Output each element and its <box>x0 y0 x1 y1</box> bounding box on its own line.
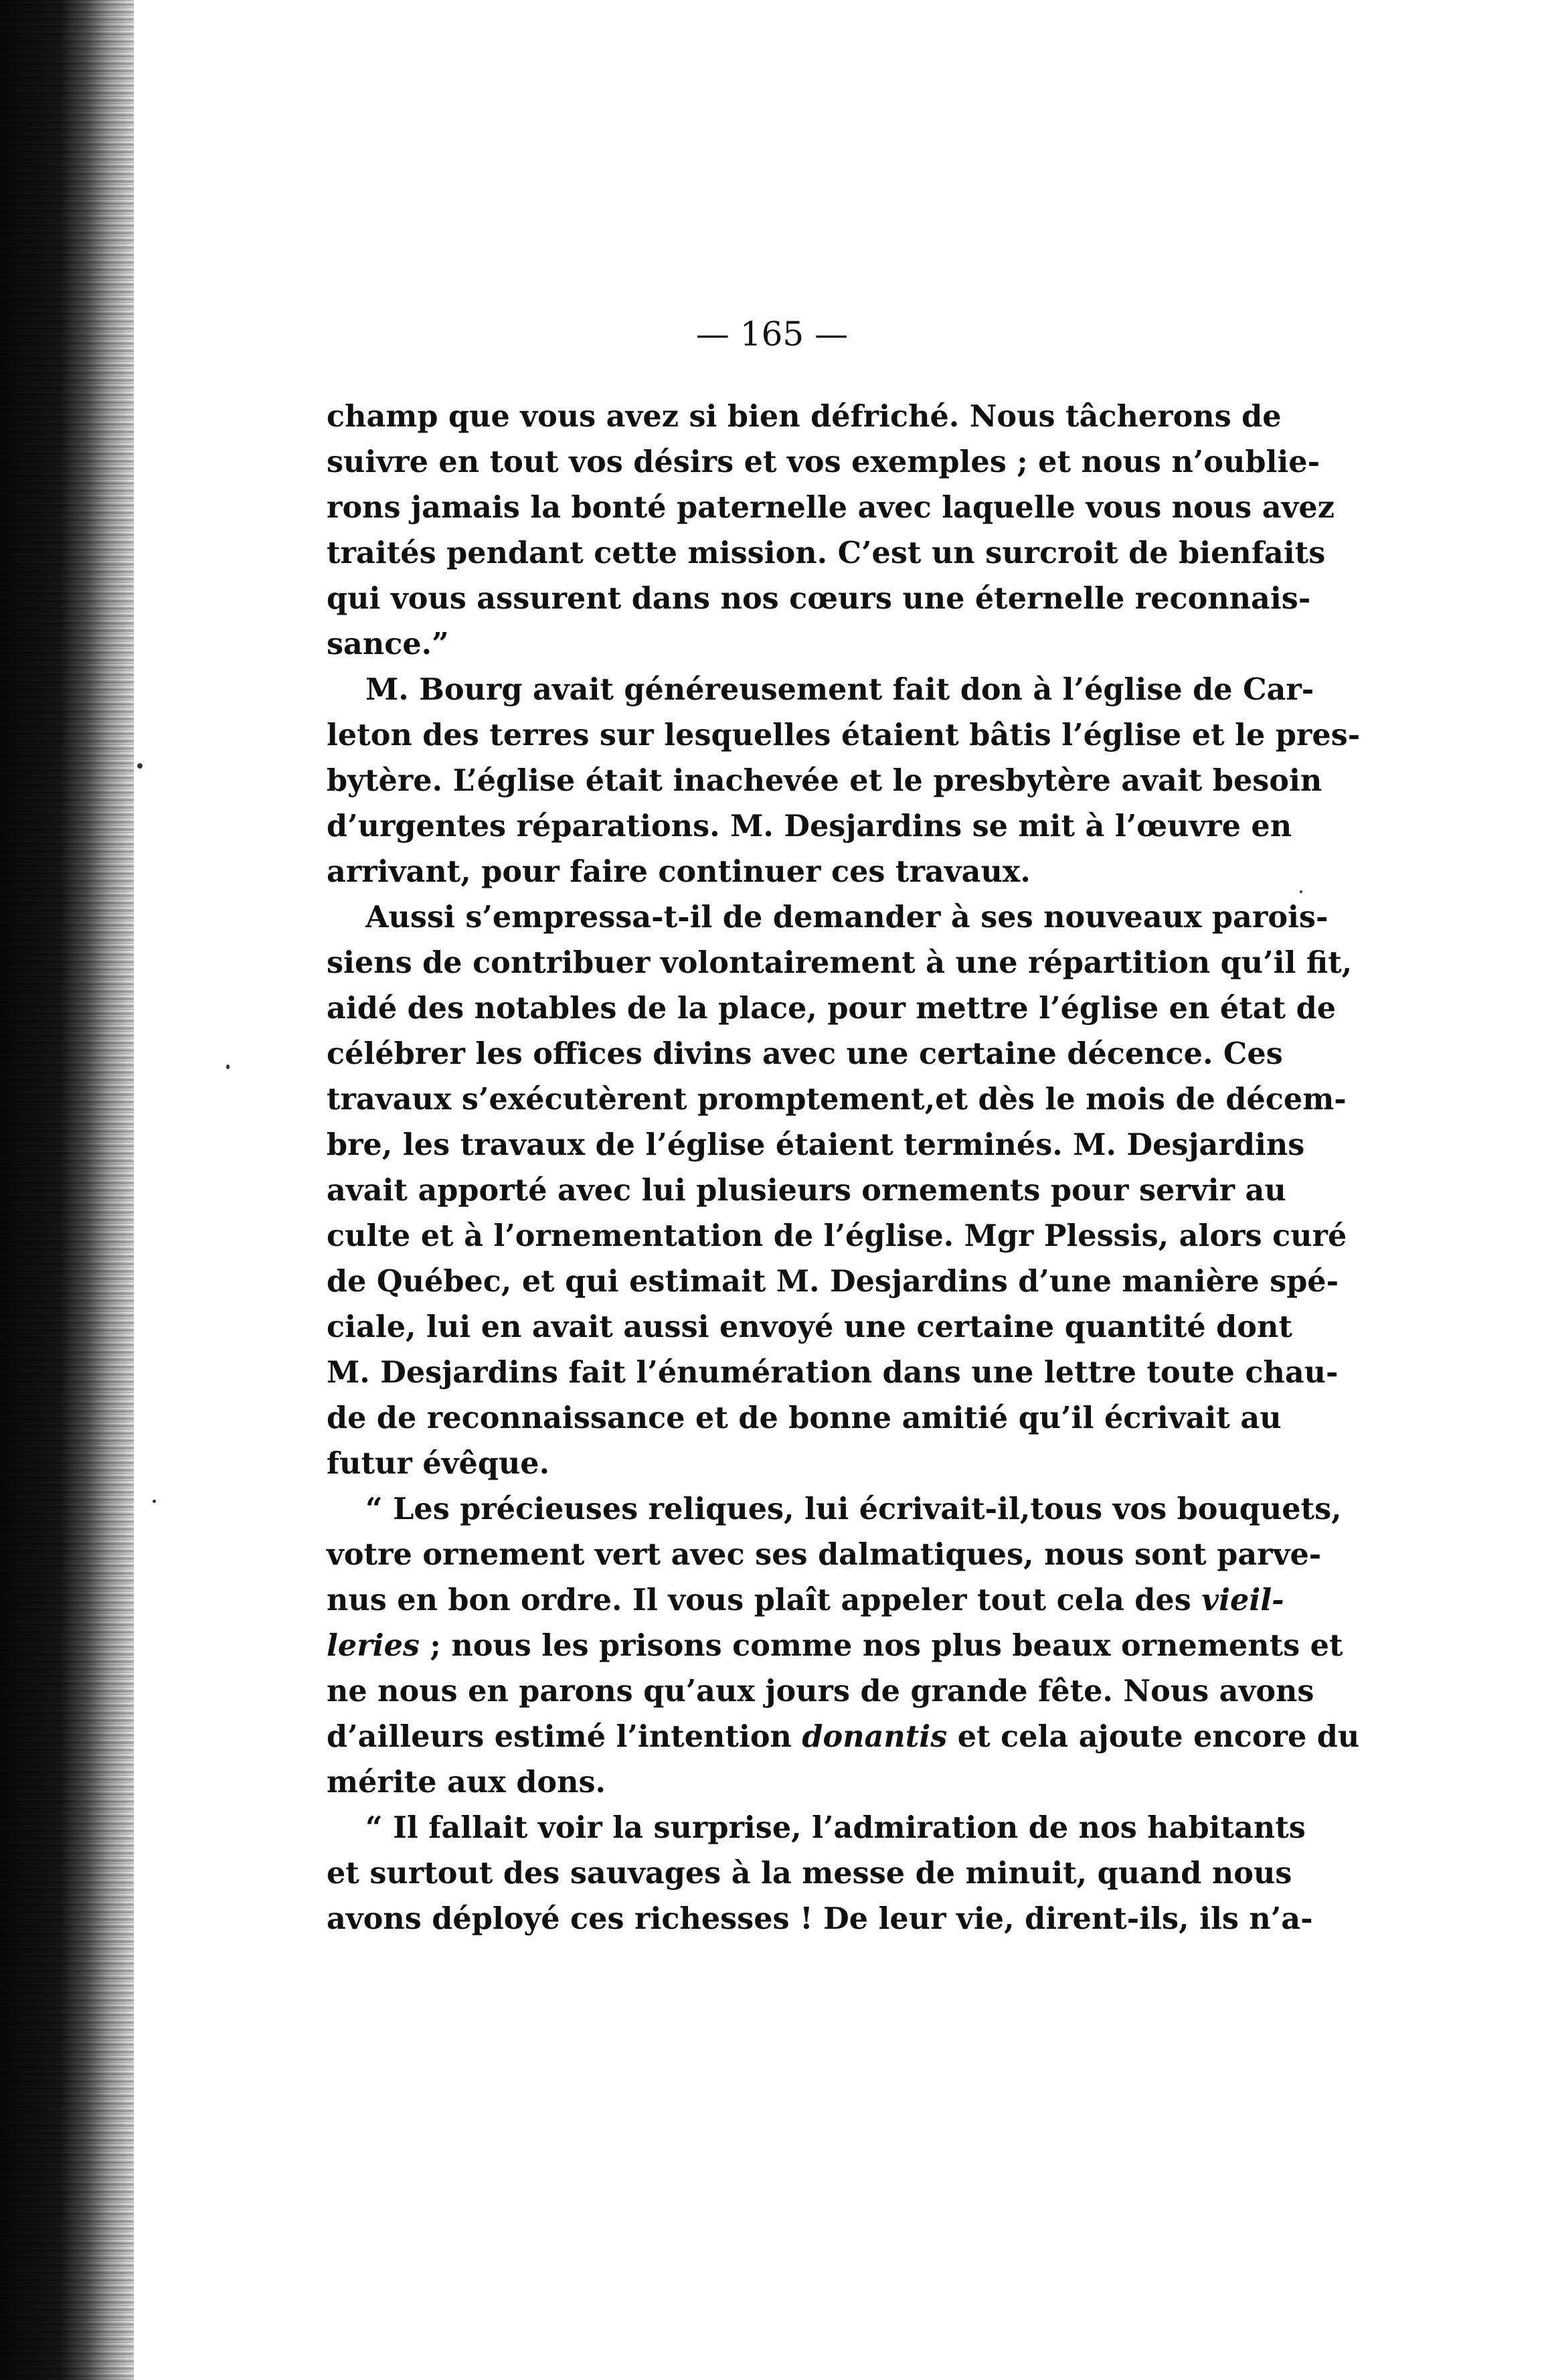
italic-word: donantis <box>802 1719 948 1754</box>
text-line: de Québec, et qui estimait M. Desjardins d’une manière spé- <box>327 1264 1339 1299</box>
text-line: qui vous assurent dans nos cœurs une éternelle reconnais- <box>327 581 1311 616</box>
text-line: ciale, lui en avait aussi envoyé une certaine quantité dont <box>327 1310 1292 1344</box>
text-line: rons jamais la bonté paternelle avec laquelle vous nous avez <box>327 490 1335 525</box>
text-line: “ Les précieuses reliques, lui écrivait-il,tous vos bouquets, <box>365 1492 1342 1526</box>
text-line: M. Desjardins fait l’énumération dans une lettre toute chau- <box>327 1355 1339 1390</box>
text-line: ne nous en parons qu’aux jours de grande fête. Nous avons <box>327 1674 1314 1709</box>
text-line: Aussi s’empressa-t-il de demander à ses nouveaux parois- <box>365 900 1328 935</box>
text-line: aidé des notables de la place, pour mettre l’église en état de <box>327 991 1337 1026</box>
text-line <box>327 1577 1284 1623</box>
text-line: avons déployé ces richesses ! De leur vie, dirent-ils, ils n’a- <box>327 1901 1313 1936</box>
text-line: de de reconnaissance et de bonne amitié qu’il écrivait au <box>327 1401 1282 1435</box>
text-line: traités pendant cette mission. C’est un surcroit de bienfaits <box>327 536 1326 570</box>
text-line <box>327 1714 1360 1759</box>
text-line: célébrer les offices divins avec une certaine décence. Ces <box>327 1036 1283 1071</box>
body-text <box>327 394 1361 1941</box>
scan-speck <box>153 1500 156 1503</box>
text-line: sance.” <box>327 627 449 661</box>
text-line: bre, les travaux de l’église étaient terminés. M. Desjardins <box>327 1127 1305 1162</box>
text-line: leton des terres sur lesquelles étaient bâtis l’église et le pres- <box>327 718 1361 752</box>
scan-speck <box>1300 890 1302 893</box>
text-run: d’ailleurs estimé l’intention <box>327 1719 802 1754</box>
text-line <box>327 1623 1343 1668</box>
text-run: ; nous les prisons comme nos plus beaux ornements et <box>419 1628 1343 1663</box>
text-line: votre ornement vert avec ses dalmatiques, nous sont parve- <box>327 1537 1322 1572</box>
text-line: culte et à l’ornementation de l’église. Mgr Plessis, alors curé <box>327 1218 1347 1253</box>
text-line: travaux s’exécutèrent promptement,et dès le mois de décem- <box>327 1082 1347 1117</box>
text-line: avait apporté avec lui plusieurs ornements pour servir au <box>327 1173 1286 1208</box>
text-line: bytère. L’église était inachevée et le presbytère avait besoin <box>327 763 1322 798</box>
text-line: “ Il fallait voir la surprise, l’admiration de nos habitants <box>365 1810 1306 1845</box>
text-line: d’urgentes réparations. M. Desjardins se mit à l’œuvre en <box>327 809 1292 844</box>
text-line: et surtout des sauvages à la messe de minuit, quand nous <box>327 1856 1292 1891</box>
scan-speck <box>226 1064 230 1069</box>
italic-word: leries <box>327 1628 420 1663</box>
text-line: arrivant, pour faire continuer ces travaux. <box>327 854 1031 889</box>
text-run: et cela ajoute encore du <box>947 1719 1360 1754</box>
text-run: nus en bon ordre. Il vous plaît appeler tout cela des <box>327 1583 1202 1617</box>
text-line: futur évêque. <box>327 1446 550 1481</box>
text-line: M. Bourg avait généreusement fait don à l’église de Car- <box>365 672 1314 707</box>
text-line: mérite aux dons. <box>327 1765 606 1800</box>
italic-word: vieil- <box>1201 1583 1284 1617</box>
page-number: — 165 — <box>695 315 849 353</box>
scan-speck <box>137 763 143 769</box>
text-line: suivre en tout vos désirs et vos exemples ; et nous n’oublie- <box>327 445 1320 479</box>
scan-binding-edge <box>0 0 134 2380</box>
text-line: siens de contribuer volontairement à une répartition qu’il fit, <box>327 945 1353 980</box>
text-line: champ que vous avez si bien défriché. Nous tâcherons de <box>327 399 1282 434</box>
